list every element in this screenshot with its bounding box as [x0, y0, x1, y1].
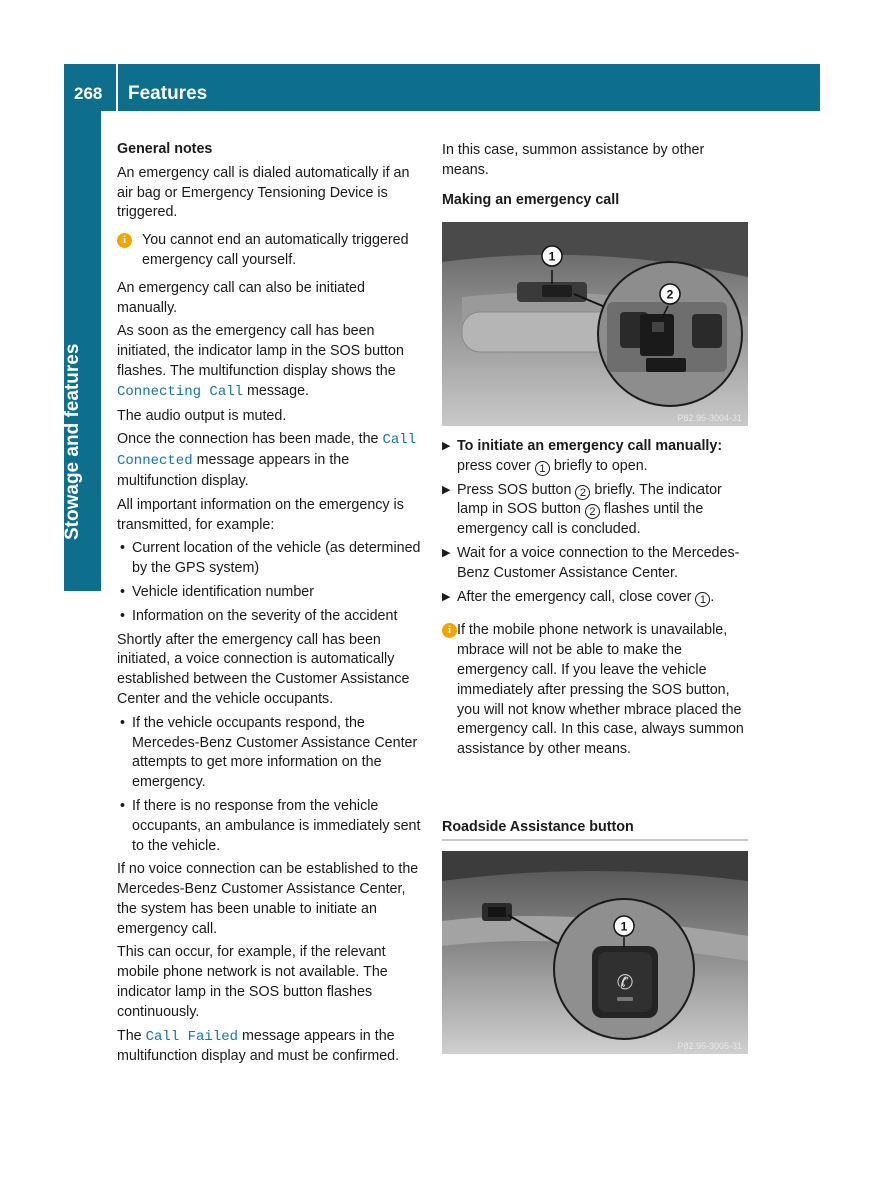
paragraph — [117, 430, 423, 491]
wrench-phone-icon: ✆ — [616, 970, 634, 994]
text: message. — [243, 382, 309, 399]
text: . — [710, 588, 715, 605]
paragraph: An emergency call can also be initiated manually. — [117, 279, 365, 316]
overhead-console-illustration — [442, 222, 748, 426]
step-arrow-icon: ▶ — [442, 483, 451, 496]
text: After the emergency call, close cover — [457, 588, 696, 605]
text: press cover — [457, 457, 535, 474]
paragraph: In this case, summon assistance by other means. — [442, 142, 705, 178]
callout-ref: 2 — [585, 504, 600, 519]
callout-ref: 1 — [535, 461, 550, 476]
paragraph — [117, 1027, 423, 1068]
list-item: • Vehicle identification number — [117, 583, 423, 603]
list-item: • If the vehicle occupants respond, the Mercedes-Benz Customer Assistance Center attempts to get more information on the emergency. — [117, 714, 423, 793]
display-message: Connecting Call — [117, 383, 244, 400]
paragraph: This can occur, for example, if the relevant mobile phone network is not available. The indicator lamp in the SOS button flashes continuously. — [117, 944, 388, 1020]
bullet-list — [117, 714, 423, 857]
paragraph: An emergency call is dialed automatically if an air bag or Emergency Tensioning Device is triggered. — [117, 164, 410, 221]
callout-ref: 2 — [575, 485, 590, 500]
right-column-top — [442, 141, 748, 214]
making-call-heading: Making an emergency call — [442, 191, 620, 208]
text: Press SOS button — [457, 481, 576, 498]
info-text: If the mobile phone network is unavailable, mbrace will not be able to make the emergency call. If you leave the vehicle immediately after pressing the SOS button, you will not know whether mbrace placed the emergency call. In this case, always summon assistance by other means. — [457, 622, 744, 758]
paragraph: Shortly after the emergency call has been initiated, a voice connection is automatically established between the Customer Assistance Center and the vehicle occupants. — [117, 631, 410, 707]
figure-id: P82.95-3005-31 — [677, 1041, 742, 1051]
bullet-list — [117, 539, 423, 626]
figure-callout-1: 1 — [620, 919, 628, 934]
left-column — [117, 140, 423, 1071]
info-note — [442, 621, 748, 760]
info-icon: i — [117, 233, 132, 248]
instruction-step — [442, 588, 748, 608]
list-item: • If there is no response from the vehicle occupants, an ambulance is immediately sent to the vehicle. — [117, 797, 423, 856]
paragraph — [117, 322, 423, 402]
step-emphasis: To initiate an emergency call manually: — [457, 438, 723, 454]
right-column-steps — [442, 437, 748, 768]
text: The — [117, 1027, 146, 1044]
info-text: You cannot end an automatically triggered emergency call yourself. — [142, 232, 409, 268]
text: message appears in the multifunction display and must be confirmed. — [117, 1027, 400, 1065]
instruction-step — [442, 481, 748, 540]
instruction-step — [442, 544, 748, 584]
page-header — [64, 64, 820, 111]
sos-button-figure — [442, 222, 748, 426]
text: As soon as the emergency call has been initiated, the indicator lamp in the SOS button flashes. The multifunction display shows the — [117, 323, 404, 379]
figure-callout-2: 2 — [666, 287, 674, 302]
callout-ref: 1 — [695, 592, 710, 607]
general-notes-heading: General notes — [117, 141, 213, 157]
text: briefly. The indicator lamp in SOS button — [457, 481, 722, 518]
step-arrow-icon: ▶ — [442, 546, 451, 559]
info-icon: i — [442, 623, 457, 638]
chapter-tab-label: Stowage and features — [62, 343, 83, 540]
paragraph: If no voice connection can be established to the Mercedes-Benz Customer Assistance Center, the system has been unable to initiate an emergency call. — [117, 861, 419, 937]
text: Once the connection has been made, the — [117, 431, 383, 448]
text: flashes until the emergency call is concluded. — [457, 501, 704, 538]
step-arrow-icon: ▶ — [442, 440, 451, 452]
text: briefly to open. — [549, 457, 648, 474]
list-item: • Information on the severity of the accident — [117, 607, 423, 627]
roadside-console-illustration — [442, 851, 748, 1054]
roadside-button-figure — [442, 851, 748, 1054]
paragraph: The audio output is muted. — [117, 407, 287, 424]
roadside-assistance-heading: Roadside Assistance button — [442, 819, 748, 841]
figure-callout-1: 1 — [548, 249, 556, 264]
figure-id: P82.95-3004-31 — [677, 413, 742, 423]
info-note — [117, 231, 423, 271]
paragraph: All important information on the emergency is transmitted, for example: — [117, 496, 404, 533]
step-arrow-icon: ▶ — [442, 590, 451, 603]
display-message: Call Connected — [117, 432, 417, 470]
page-number: 268 — [74, 84, 103, 103]
header-divider — [116, 64, 118, 111]
list-item: • Current location of the vehicle (as determined by the GPS system) — [117, 539, 423, 579]
text: message appears in the multifunction display. — [117, 452, 350, 489]
display-message: Call Failed — [145, 1028, 239, 1045]
instruction-step — [442, 437, 748, 477]
text: Wait for a voice connection to the Mercedes-Benz Customer Assistance Center. — [457, 544, 740, 581]
page-title: Features — [128, 83, 208, 104]
